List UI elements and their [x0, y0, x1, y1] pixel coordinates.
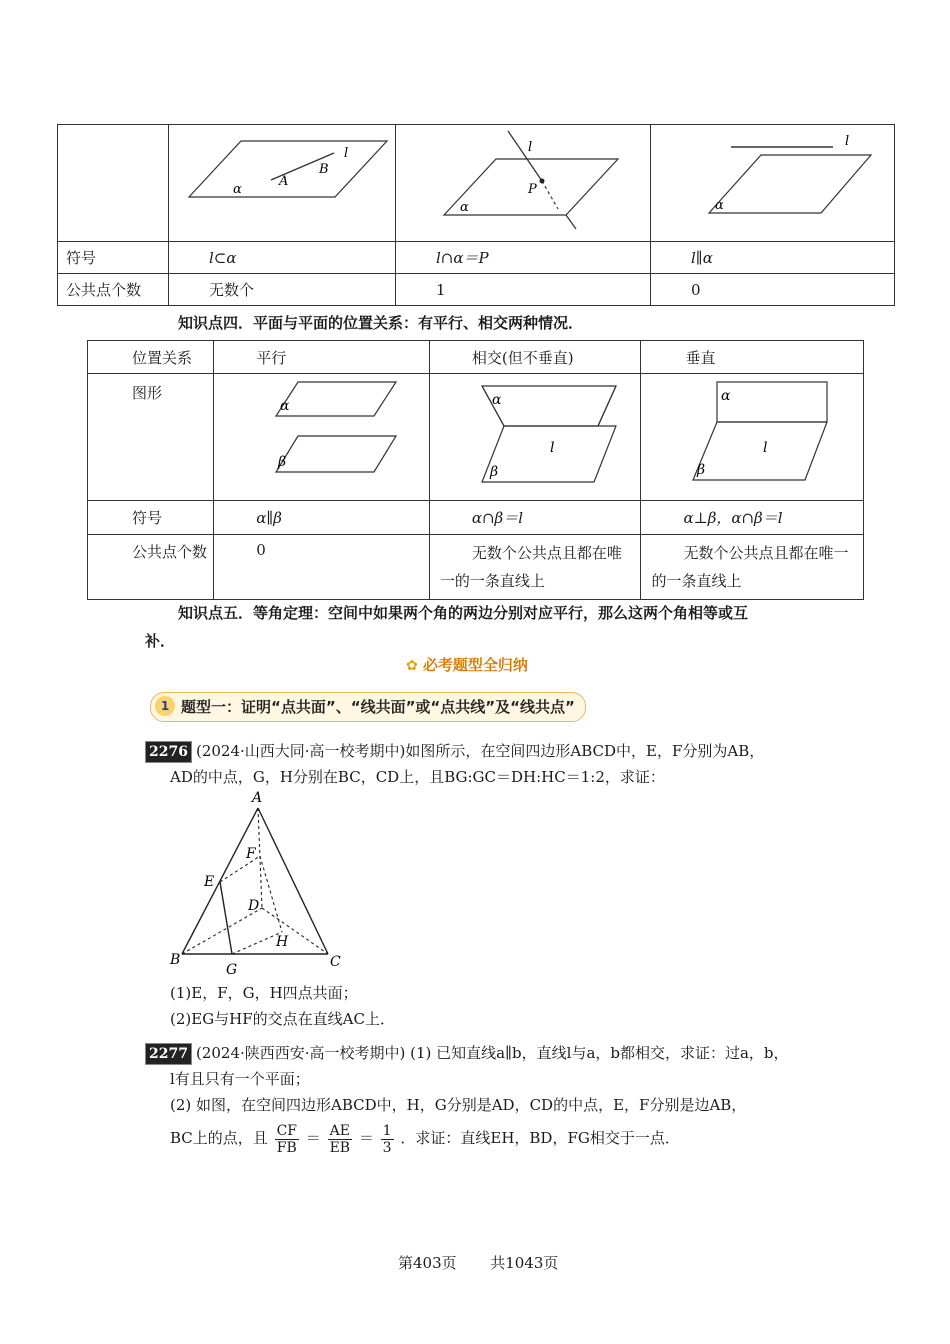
svg-text:H: H	[276, 934, 289, 950]
line-parallel-plane-figure	[651, 125, 894, 237]
tetrahedron-figure-2276	[160, 786, 360, 976]
line-intersect-plane-figure	[396, 125, 650, 237]
question-2276-part1: (1)E，F，G，H四点共面；	[170, 984, 358, 1002]
svg-text:β: β	[697, 462, 706, 478]
question-type-banner	[150, 692, 586, 722]
fig-intersect-planes	[429, 374, 641, 501]
question-2277	[145, 1040, 825, 1158]
header-parallel: 平行	[214, 341, 430, 374]
question-number-badge: 2276	[145, 741, 192, 763]
knowledge-point-4: 知识点四．平面与平面的位置关系：有平行、相交两种情况．	[178, 314, 584, 332]
count-parallel: 0	[651, 274, 895, 306]
flower-icon: ✿	[406, 658, 418, 674]
question-2277-line2: l有且只有一个平面；	[170, 1070, 310, 1088]
section-heading	[406, 654, 528, 675]
section-title: 必考题型全归纳	[422, 656, 528, 674]
row-symbol-label-2: 符号	[88, 501, 214, 535]
fig-parallel-planes	[214, 374, 430, 501]
count-in-plane: 无数个	[169, 274, 396, 306]
svg-text:α: α	[715, 198, 724, 213]
question-2276-parts	[170, 980, 395, 1032]
svg-text:B: B	[319, 162, 329, 177]
header-perpendicular: 垂直	[641, 341, 864, 374]
header-intersect: 相交(但不垂直)	[429, 341, 641, 374]
question-2276-part2: (2)EG与HF的交点在直线AC上．	[170, 1010, 395, 1028]
fig-line-parallel-plane	[651, 125, 895, 242]
svg-text:β: β	[278, 454, 287, 470]
svg-text:D: D	[248, 898, 260, 914]
svg-text:C: C	[330, 954, 341, 970]
svg-text:α: α	[280, 398, 290, 414]
count-intersect: 1	[396, 274, 651, 306]
fig-line-in-plane	[169, 125, 396, 242]
knowledge-point-5-cont: 补．	[145, 632, 176, 650]
question-2276-line2: AD的中点，G，H分别在BC，CD上，且BG:GC＝DH:HC＝1:2，求证：	[170, 768, 665, 786]
count-perpendicular-planes: 无数个公共点且都在唯一的一条直线上	[641, 535, 864, 600]
parallel-planes-figure	[214, 374, 414, 496]
svg-text:l: l	[344, 146, 349, 161]
banner-text: 题型一：证明“点共面”、“线共面”或“点共线”及“线共点”	[181, 698, 575, 716]
knowledge-point-5: 知识点五．等角定理：空间中如果两个角的两边分别对应平行，那么这两个角相等或互	[178, 604, 749, 622]
svg-text:P: P	[528, 182, 537, 197]
question-2276	[145, 738, 825, 790]
question-2276-line1: 2276 (2024·山西大同·高一校考期中)如图所示，在空间四边形ABCD中，E，F分别为AB，	[145, 738, 825, 764]
intersect-planes-figure	[430, 374, 626, 496]
question-2277-line4: BC上的点，且 $\frac{CF}{FB}$ ＝ $\frac{AE}{EB}$ ＝ $\frac{1}{3}$ ．求证：直线EH，BD，FG相交于一点．	[170, 1122, 680, 1156]
symbol-parallel: l∥α	[651, 242, 895, 274]
row-count-label-2: 公共点个数	[88, 535, 214, 600]
fraction-one-third: $\frac{1}{3}$	[382, 1122, 392, 1156]
banner-number-badge: 1	[155, 696, 175, 716]
count-intersect-planes: 无数个公共点且都在唯一的一条直线上	[429, 535, 641, 600]
figure-label-cell	[58, 125, 169, 242]
svg-text:α: α	[233, 182, 242, 197]
svg-text:G: G	[226, 962, 238, 976]
row-count-label: 公共点个数	[58, 274, 169, 306]
page-footer	[398, 1252, 558, 1273]
question-2277-line1: 2277 (2024·陕西西安·高一校考期中) (1) 已知直线a∥b，直线l与a，b都相交，求证：过a，b，	[145, 1040, 825, 1066]
svg-text:B: B	[170, 952, 181, 968]
svg-text:l: l	[549, 440, 555, 456]
fraction-cf-fb: $\frac{CF}{FB}$	[276, 1122, 297, 1156]
svg-text:A: A	[279, 174, 289, 189]
fraction-ae-eb: $\frac{AE}{EB}$	[329, 1122, 351, 1156]
fig-perpendicular-planes	[641, 374, 864, 501]
line-in-plane-figure	[169, 125, 395, 237]
svg-text:F: F	[246, 846, 256, 862]
plane-plane-table	[87, 340, 864, 600]
question-2277-line3: (2) 如图，在空间四边形ABCD中，H，G分别是AD，CD的中点，E，F分别是边AB，	[170, 1096, 747, 1114]
symbol-perpendicular-planes: α⊥β，α∩β＝l	[641, 501, 864, 535]
svg-text:E: E	[204, 874, 215, 890]
symbol-intersect: l∩α＝P	[396, 242, 651, 274]
question-number-badge: 2277	[145, 1043, 192, 1065]
count-parallel-planes: 0	[214, 535, 430, 600]
symbol-parallel-planes: α∥β	[214, 501, 430, 535]
svg-text:A: A	[252, 790, 263, 806]
svg-text:l: l	[763, 440, 768, 456]
header-position: 位置关系	[88, 341, 214, 374]
perpendicular-planes-figure	[641, 374, 847, 496]
symbol-intersect-planes: α∩β＝l	[429, 501, 641, 535]
fig-line-intersect-plane	[396, 125, 651, 242]
svg-text:l: l	[845, 134, 850, 149]
page-number: 第403页	[398, 1254, 457, 1272]
symbol-in-plane: l⊂α	[169, 242, 396, 274]
line-plane-table	[57, 124, 895, 306]
row-figure-label: 图形	[88, 374, 214, 501]
svg-text:α: α	[491, 392, 502, 408]
page-total: 共1043页	[490, 1254, 559, 1272]
row-symbol-label: 符号	[58, 242, 169, 274]
svg-text:l: l	[528, 140, 533, 155]
svg-text:α: α	[721, 388, 731, 404]
svg-text:β: β	[489, 464, 498, 480]
svg-text:α: α	[460, 200, 469, 215]
